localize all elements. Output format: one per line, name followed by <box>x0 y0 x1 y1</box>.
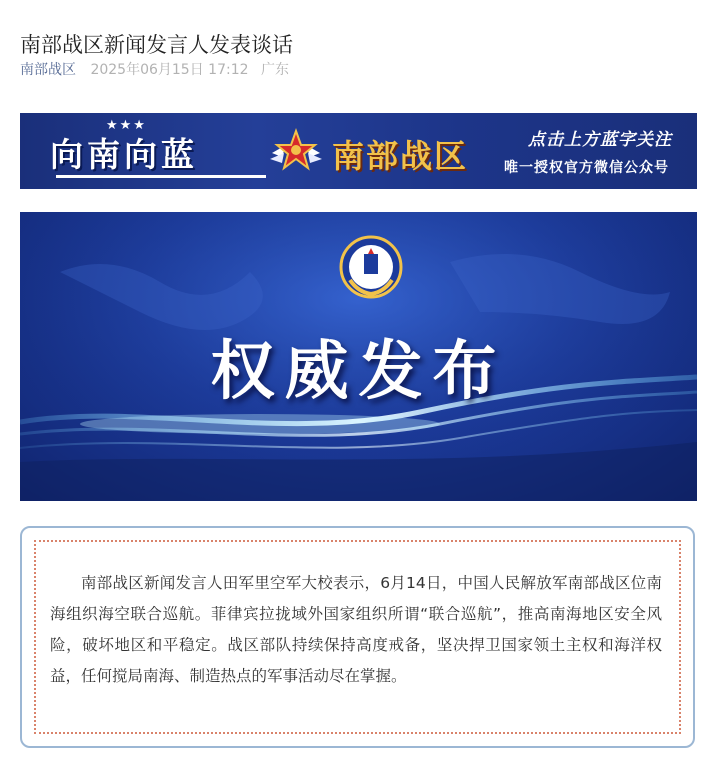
account-banner[interactable] <box>20 113 697 189</box>
stars-decoration: ★★★ <box>106 118 147 133</box>
banner-brand: 向南向蓝 <box>50 135 198 174</box>
official-account-note: 唯一授权官方微信公众号 <box>504 160 669 176</box>
theater-command-emblem-icon <box>338 234 404 300</box>
article-meta <box>20 60 289 80</box>
publish-date: 2025年06月15日 17:12 <box>90 62 249 78</box>
brand-underline <box>56 175 266 178</box>
banner-unit-name: 南部战区 <box>332 137 469 175</box>
publish-location: 广东 <box>260 62 289 78</box>
statement-card <box>20 526 695 748</box>
army-emblem-icon <box>268 123 324 179</box>
account-name-link[interactable]: 南部战区 <box>20 62 76 78</box>
hero-title: 权威发布 <box>210 334 507 409</box>
article-title: 南部战区新闻发言人发表谈话 <box>20 33 293 58</box>
hero-image <box>20 212 697 501</box>
statement-text: 南部战区新闻发言人田军里空军大校表示，6月14日，中国人民解放军南部战区位南海组织海空联合巡航。菲律宾拉拢域外国家组织所谓“联合巡航”，推高南海地区安全风险，破坏地区和平稳定。战区部队持续保持高度戒备，坚决捍卫国家领土主权和海洋权益，任何搅局南海、制造热点的军事活动尽在掌握。 <box>50 574 662 685</box>
follow-hint: 点击上方蓝字关注 <box>528 130 672 150</box>
